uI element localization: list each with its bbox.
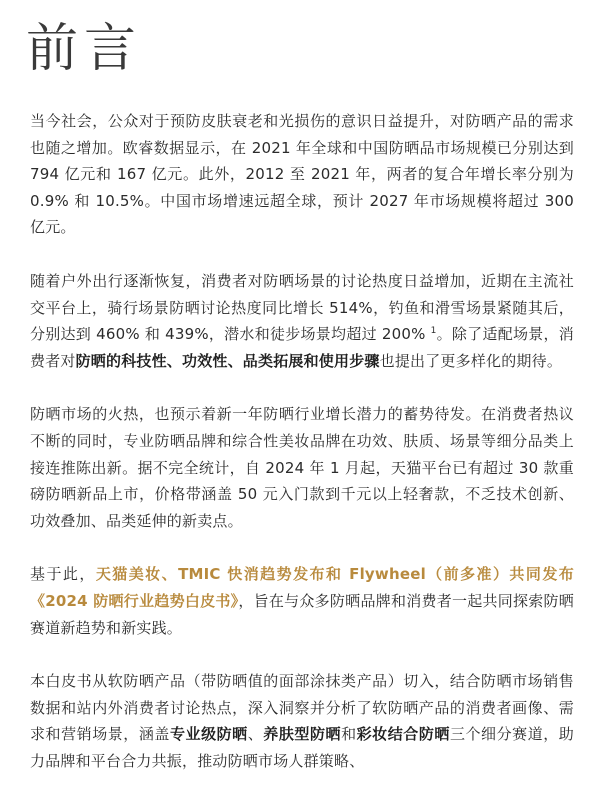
scope-text-1: 本白皮书从软防晒产品（带防晒值的面部涂抹类产品）切入，结合防晒市场销售数据和站内外消费者讨论热点，深入洞察并分析了软防晒产品的消费者画像、需求和营销场景，涵盖	[30, 672, 574, 744]
scenarios-text-2: 。除了适配场景，消费者对	[30, 325, 574, 370]
scenarios-text-3: 也提出了更多样化的期待。	[379, 351, 563, 370]
paragraph-scope	[30, 668, 574, 774]
preface-body	[30, 108, 574, 800]
scope-separator-2: 和	[341, 725, 357, 744]
paragraph-publishers	[30, 561, 574, 641]
publishers-text-1: 基于此，	[30, 565, 96, 584]
page-title: 前言	[26, 19, 143, 79]
paragraph-new-products: 防晒市场的火热，也预示着新一年防晒行业增长潜力的蓄势待发。在消费者热议不断的同时，专业防晒品牌和综合性美妆品牌在功效、肤质、场景等细分品类上接连推陈出新。据不完全统计，自 2024 年 1 月起，天猫平台已有超过 30 款重磅防晒新品上市，价格带涵盖 50 元入门款到千元以上轻奢款，不乏技术创新、功效叠加、品类延伸的新卖点。	[30, 405, 574, 530]
paragraph-market-size: 当今社会，公众对于预防皮肤衰老和光损伤的意识日益提升，对防晒产品的需求也随之增加。欧睿数据显示，在 2021 年全球和中国防晒品市场规模已分别达到 794 亿元和 167 亿元。此外，2012 至 2021 年，两者的复合年增长率分别为 0.9% 和 10.5%。中国市场增速远超全球，预计 2027 年市场规模将超过 300 亿元。	[30, 112, 574, 237]
footnote-marker: 1	[430, 326, 437, 337]
scope-highlight-makeup: 彩妆结合防晒	[356, 725, 450, 744]
scenarios-highlight: 防晒的科技性、功效性、品类拓展和使用步骤	[75, 351, 380, 370]
paragraph-scenarios	[30, 268, 574, 374]
publishers-text-2: ，旨在与众多防晒品牌和消费者一起共同探索防晒赛道新趋势和新实践。	[30, 591, 575, 637]
scope-text-2: 三个细分赛道，助力品牌和平台合力共振，推动防晒市场人群策略、	[30, 725, 574, 770]
scenarios-text-1: 随着户外出行逐渐恢复，消费者对防晒场景的讨论热度日益增加，近期在主流社交平台上，骑行场景防晒讨论热度同比增长 514%，钓鱼和滑雪场景紧随其后，分别达到 460% 和 439%，潜水和徒步场景均超过 200%	[30, 271, 574, 344]
scope-highlight-professional: 专业级防晒	[169, 725, 248, 744]
scope-separator-1: 、	[247, 725, 264, 744]
scope-highlight-skincare: 养肤型防晒	[263, 725, 342, 744]
publishers-highlight: 天猫美妆、TMIC 快消趋势发布和 Flywheel（前多准）共同发布《2024 防晒行业趋势白皮书》	[30, 565, 574, 610]
